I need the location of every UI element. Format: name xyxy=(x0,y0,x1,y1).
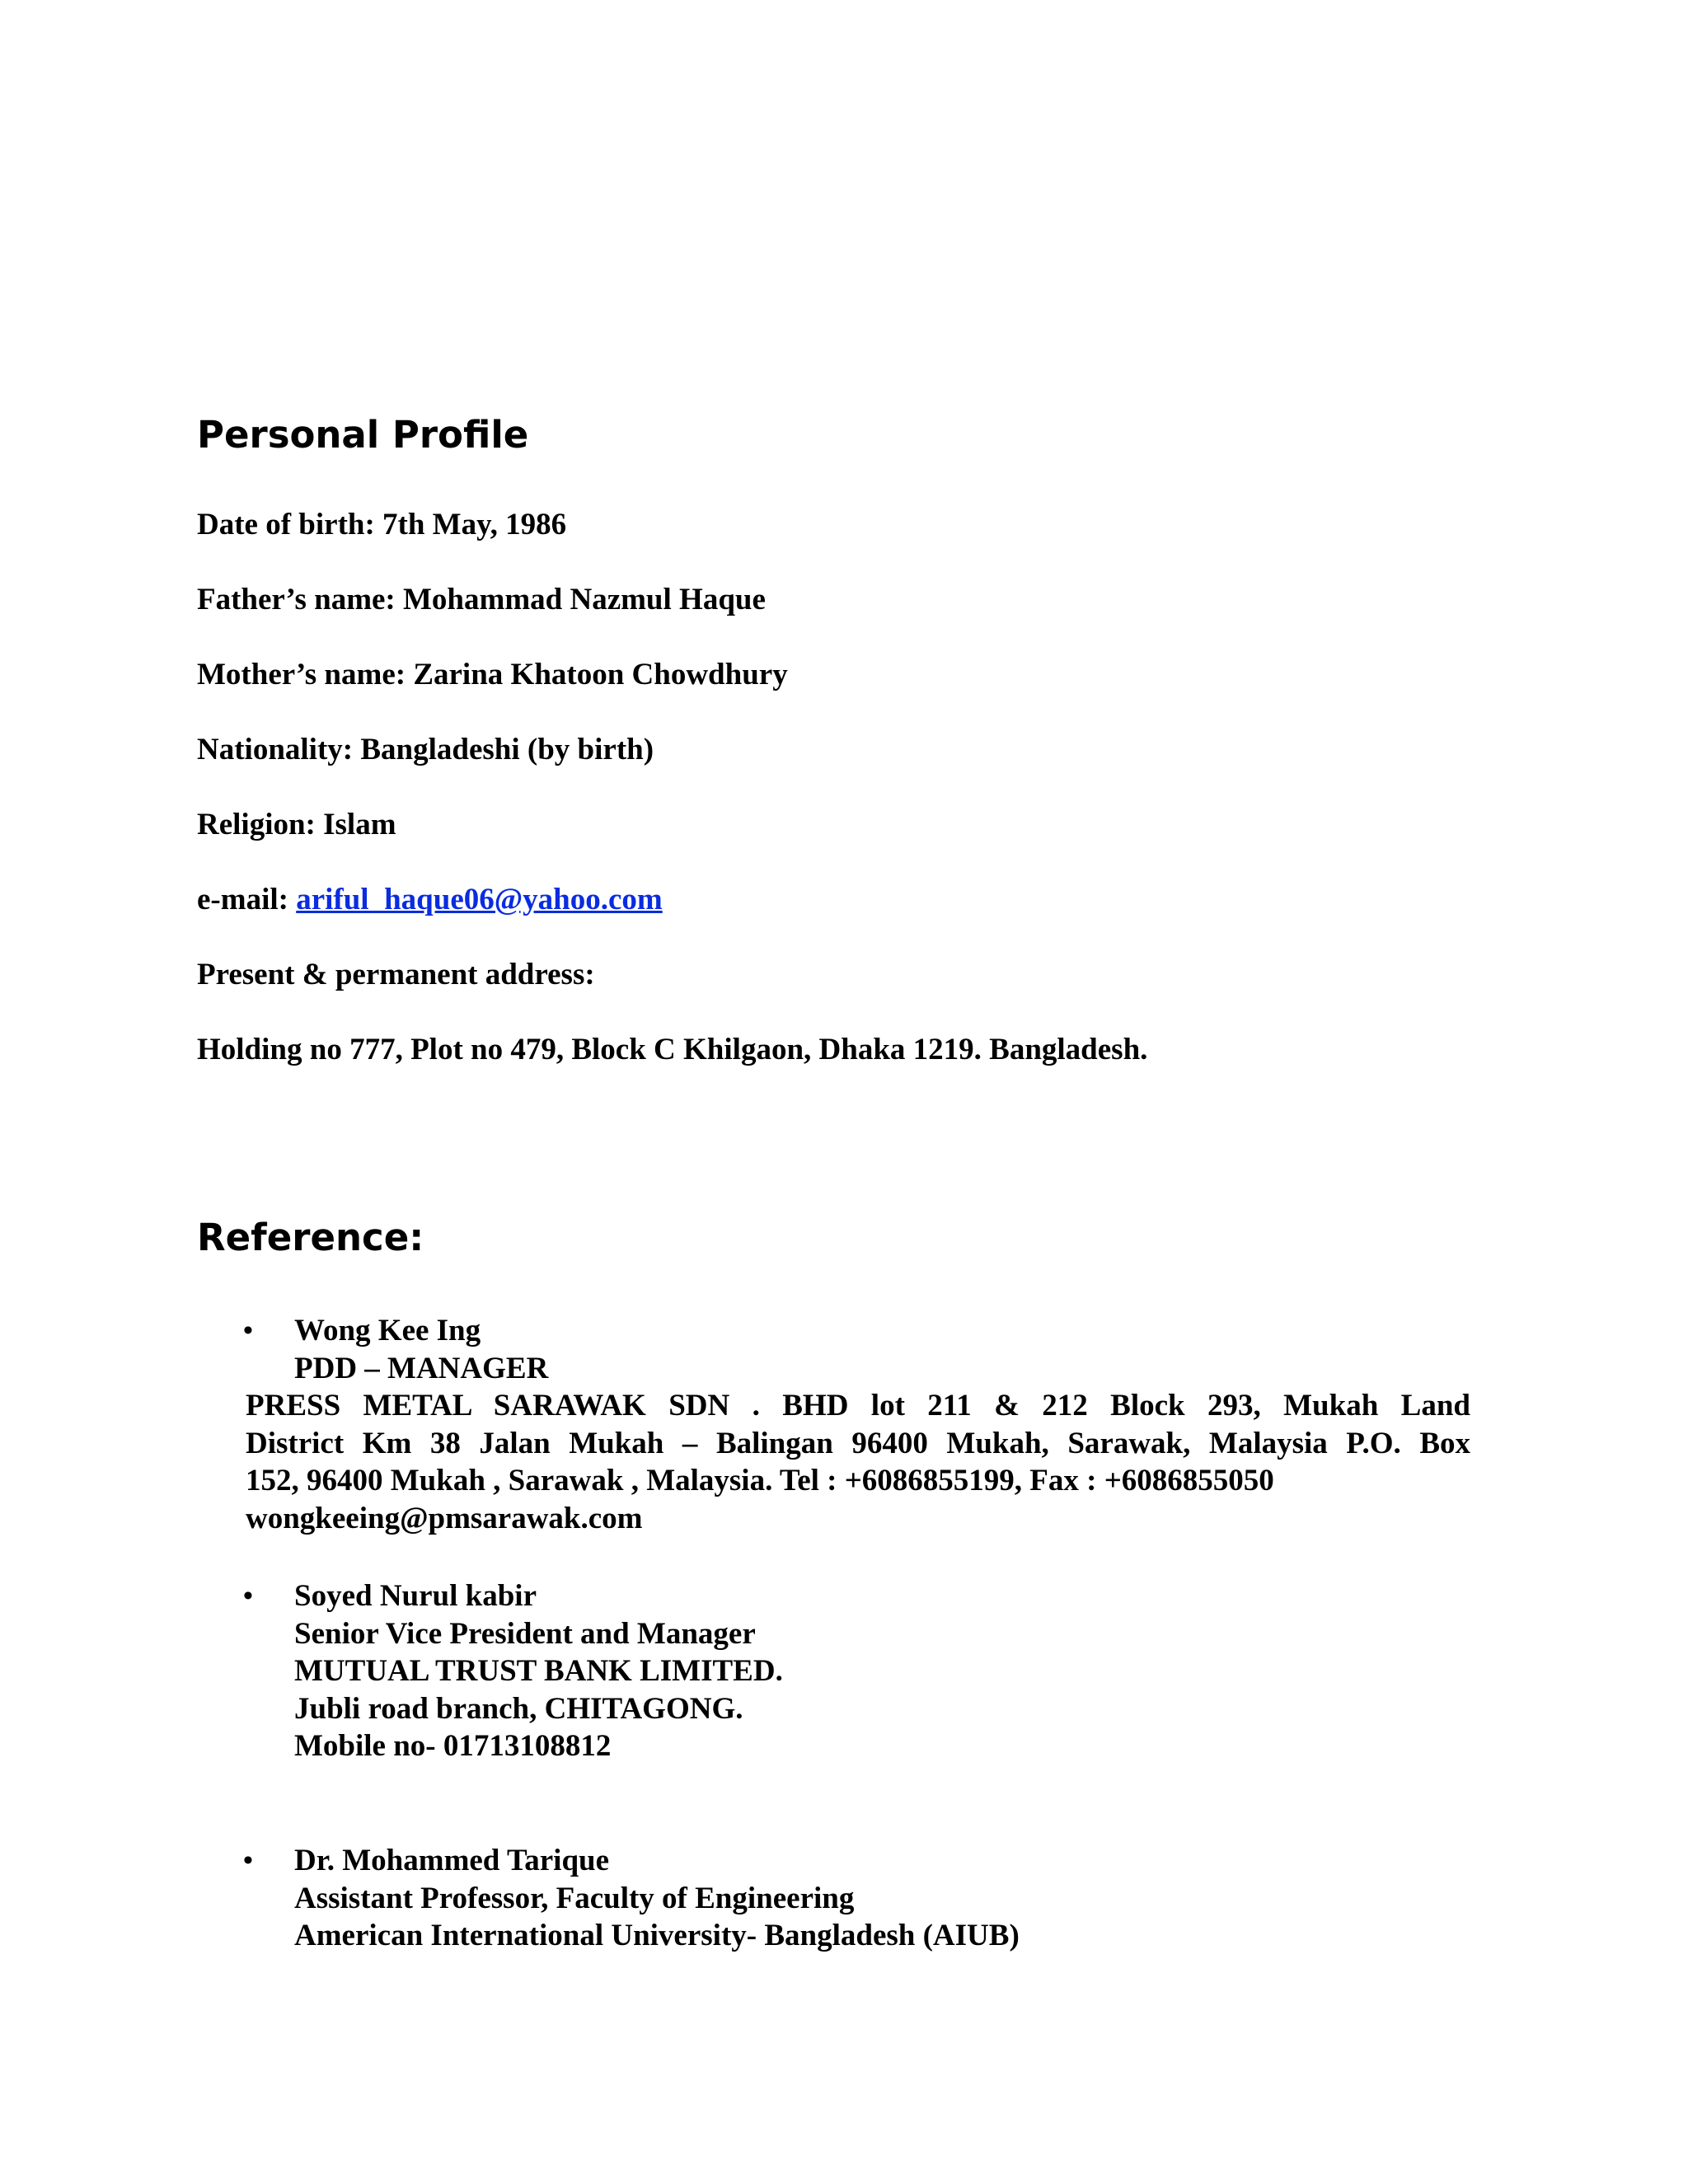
address-label: Present & permanent address: xyxy=(197,958,595,991)
mothers-name: Mother’s name: Zarina Khatoon Chowdhury xyxy=(197,658,788,691)
reference-line: American International University- Bangladesh (AIUB) xyxy=(294,1919,1020,1952)
bullet-icon: • xyxy=(243,1315,253,1346)
personal-profile-heading: Personal Profile xyxy=(197,413,529,457)
reference-line: Jubli road branch, CHITAGONG. xyxy=(294,1691,743,1726)
address: Holding no 777, Plot no 479, Block C Khilgaon, Dhaka 1219. Bangladesh. xyxy=(197,1033,1148,1066)
reference-detail-line: PRESS METAL SARAWAK SDN . BHD lot 211 & 212 Block 293, Mukah Land xyxy=(246,1389,1470,1422)
email-line xyxy=(197,881,663,919)
reference-name: Soyed Nurul kabir xyxy=(294,1579,537,1613)
reference-line: MUTUAL TRUST BANK LIMITED. xyxy=(294,1654,783,1688)
nationality: Nationality: Bangladeshi (by birth) xyxy=(197,733,654,766)
reference-line: Mobile no- 01713108812 xyxy=(294,1729,612,1763)
reference-detail-line: 152, 96400 Mukah , Sarawak , Malaysia. Tel : +6086855199, Fax : +6086855050 xyxy=(246,1464,1274,1497)
email-link[interactable]: ariful_haque06@yahoo.com xyxy=(296,883,663,916)
reference-email: wongkeeing@pmsarawak.com xyxy=(246,1501,643,1535)
date-of-birth: Date of birth: 7th May, 1986 xyxy=(197,508,567,541)
reference-heading: Reference: xyxy=(197,1216,424,1259)
bullet-icon: • xyxy=(243,1845,253,1876)
reference-item xyxy=(197,1577,1470,1765)
reference-item xyxy=(197,1312,1470,1537)
reference-detail-line: District Km 38 Jalan Mukah – Balingan 96400 Mukah, Sarawak, Malaysia P.O. Box xyxy=(246,1426,1470,1460)
reference-name: Dr. Mohammed Tarique xyxy=(294,1844,610,1877)
reference-line: Senior Vice President and Manager xyxy=(294,1616,756,1651)
reference-item xyxy=(197,1842,1470,1955)
reference-line: Assistant Professor, Faculty of Engineering xyxy=(294,1881,855,1915)
bullet-icon: • xyxy=(243,1581,253,1611)
reference-details xyxy=(246,1387,1470,1537)
religion: Religion: Islam xyxy=(197,808,396,841)
reference-title: PDD – MANAGER xyxy=(294,1351,549,1385)
email-label: e-mail: xyxy=(197,883,297,916)
fathers-name: Father’s name: Mohammad Nazmul Haque xyxy=(197,583,766,616)
reference-name: Wong Kee Ing xyxy=(294,1314,481,1347)
